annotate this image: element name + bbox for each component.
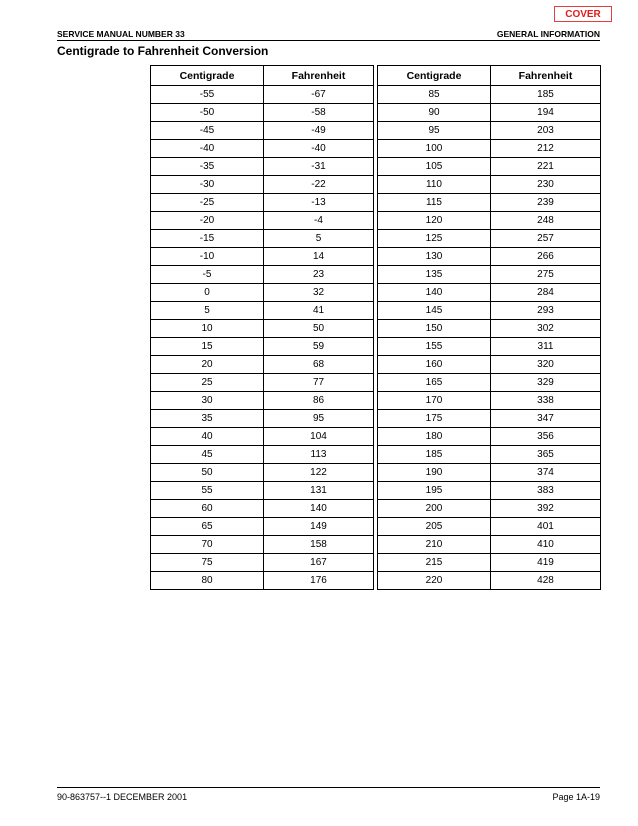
centigrade-cell: 45 [151,446,264,464]
fahrenheit-cell: -40 [264,140,374,158]
fahrenheit-cell: 302 [491,320,601,338]
centigrade-cell: 30 [151,392,264,410]
table-row [151,86,374,104]
fahrenheit-cell: 311 [491,338,601,356]
header-divider [57,40,600,41]
table-row [378,464,601,482]
fahrenheit-cell: 32 [264,284,374,302]
centigrade-cell: 75 [151,554,264,572]
fahrenheit-cell: 284 [491,284,601,302]
fahrenheit-cell: 383 [491,482,601,500]
centigrade-cell: 135 [378,266,491,284]
fahrenheit-column-header: Fahrenheit [264,66,374,86]
table-row [151,572,374,590]
fahrenheit-cell: 356 [491,428,601,446]
table-row [378,86,601,104]
table-row [378,104,601,122]
table-row [378,428,601,446]
centigrade-cell: 140 [378,284,491,302]
table-row [151,122,374,140]
centigrade-cell: -50 [151,104,264,122]
centigrade-cell: 160 [378,356,491,374]
table-row [151,536,374,554]
table-row [378,410,601,428]
table-row [378,140,601,158]
fahrenheit-cell: 275 [491,266,601,284]
centigrade-cell: 155 [378,338,491,356]
table-row [378,572,601,590]
table-row [151,194,374,212]
centigrade-cell: -45 [151,122,264,140]
centigrade-cell: 175 [378,410,491,428]
centigrade-cell: -15 [151,230,264,248]
table-row [151,482,374,500]
centigrade-cell: 190 [378,464,491,482]
centigrade-cell: 80 [151,572,264,590]
fahrenheit-cell: 410 [491,536,601,554]
fahrenheit-cell: 158 [264,536,374,554]
table-row [151,104,374,122]
table-row [378,536,601,554]
table-row [151,140,374,158]
table-row [378,338,601,356]
table-header-row [378,66,601,86]
fahrenheit-cell: -4 [264,212,374,230]
fahrenheit-cell: 428 [491,572,601,590]
fahrenheit-cell: 50 [264,320,374,338]
fahrenheit-cell: 392 [491,500,601,518]
fahrenheit-cell: 230 [491,176,601,194]
centigrade-cell: 20 [151,356,264,374]
table-row [378,284,601,302]
centigrade-cell: 210 [378,536,491,554]
fahrenheit-cell: 365 [491,446,601,464]
fahrenheit-cell: 131 [264,482,374,500]
fahrenheit-cell: 113 [264,446,374,464]
centigrade-cell: 35 [151,410,264,428]
fahrenheit-cell: -49 [264,122,374,140]
table-row [378,482,601,500]
fahrenheit-cell: 77 [264,374,374,392]
document-number-footer: 90-863757--1 DECEMBER 2001 [57,792,188,802]
centigrade-cell: 215 [378,554,491,572]
fahrenheit-cell: 176 [264,572,374,590]
table-row [151,410,374,428]
table-row [151,428,374,446]
fahrenheit-cell: 320 [491,356,601,374]
table-row [378,302,601,320]
fahrenheit-cell: 347 [491,410,601,428]
table-row [151,500,374,518]
table-row [378,194,601,212]
centigrade-cell: 5 [151,302,264,320]
centigrade-cell: 70 [151,536,264,554]
fahrenheit-cell: 68 [264,356,374,374]
centigrade-cell: 10 [151,320,264,338]
fahrenheit-cell: 338 [491,392,601,410]
fahrenheit-cell: 104 [264,428,374,446]
table-row [151,230,374,248]
fahrenheit-cell: 293 [491,302,601,320]
table-row [378,356,601,374]
page-title: Centigrade to Fahrenheit Conversion [57,44,269,58]
table-header-row [151,66,374,86]
fahrenheit-cell: -58 [264,104,374,122]
centigrade-cell: 165 [378,374,491,392]
centigrade-cell: 25 [151,374,264,392]
table-row [378,518,601,536]
table-row [151,158,374,176]
fahrenheit-cell: 221 [491,158,601,176]
centigrade-cell: 195 [378,482,491,500]
fahrenheit-cell: 374 [491,464,601,482]
table-row [378,212,601,230]
fahrenheit-column-header: Fahrenheit [491,66,601,86]
table-row [151,320,374,338]
fahrenheit-cell: 329 [491,374,601,392]
centigrade-cell: 220 [378,572,491,590]
table-row [151,248,374,266]
centigrade-cell: 100 [378,140,491,158]
fahrenheit-cell: 14 [264,248,374,266]
table-row [151,176,374,194]
centigrade-cell: -40 [151,140,264,158]
table-row [151,464,374,482]
manual-number-header: SERVICE MANUAL NUMBER 33 [57,29,185,39]
centigrade-cell: -55 [151,86,264,104]
centigrade-cell: 85 [378,86,491,104]
table-row [151,356,374,374]
fahrenheit-cell: 122 [264,464,374,482]
centigrade-cell: 90 [378,104,491,122]
centigrade-column-header: Centigrade [378,66,491,86]
centigrade-cell: 205 [378,518,491,536]
fahrenheit-cell: 401 [491,518,601,536]
centigrade-cell: 170 [378,392,491,410]
centigrade-cell: 50 [151,464,264,482]
centigrade-cell: -35 [151,158,264,176]
table-row [378,554,601,572]
centigrade-cell: 115 [378,194,491,212]
fahrenheit-cell: 194 [491,104,601,122]
fahrenheit-cell: 86 [264,392,374,410]
fahrenheit-cell: -22 [264,176,374,194]
table-row [151,446,374,464]
centigrade-cell: -20 [151,212,264,230]
fahrenheit-cell: 248 [491,212,601,230]
table-row [378,266,601,284]
centigrade-cell: 60 [151,500,264,518]
fahrenheit-cell: 239 [491,194,601,212]
section-header: GENERAL INFORMATION [496,29,600,39]
fahrenheit-cell: 149 [264,518,374,536]
centigrade-cell: 145 [378,302,491,320]
fahrenheit-cell: 419 [491,554,601,572]
table-row [378,248,601,266]
fahrenheit-cell: 266 [491,248,601,266]
table-row [151,518,374,536]
centigrade-cell: 40 [151,428,264,446]
fahrenheit-cell: 41 [264,302,374,320]
fahrenheit-cell: 212 [491,140,601,158]
fahrenheit-cell: 203 [491,122,601,140]
table-row [151,266,374,284]
fahrenheit-cell: 23 [264,266,374,284]
table-row [151,554,374,572]
conversion-table-right [377,65,601,590]
fahrenheit-cell: 257 [491,230,601,248]
centigrade-cell: 55 [151,482,264,500]
centigrade-cell: -25 [151,194,264,212]
cover-button[interactable]: COVER [554,6,612,22]
centigrade-cell: 65 [151,518,264,536]
centigrade-cell: 200 [378,500,491,518]
table-row [151,392,374,410]
centigrade-cell: 180 [378,428,491,446]
fahrenheit-cell: -31 [264,158,374,176]
table-row [378,392,601,410]
fahrenheit-cell: -67 [264,86,374,104]
table-row [378,230,601,248]
fahrenheit-cell: 59 [264,338,374,356]
centigrade-column-header: Centigrade [151,66,264,86]
centigrade-cell: 95 [378,122,491,140]
table-row [151,338,374,356]
centigrade-cell: 105 [378,158,491,176]
table-row [378,122,601,140]
fahrenheit-cell: 95 [264,410,374,428]
fahrenheit-cell: 140 [264,500,374,518]
conversion-table-left [150,65,374,590]
centigrade-cell: 120 [378,212,491,230]
table-row [378,320,601,338]
table-row [378,176,601,194]
centigrade-cell: 15 [151,338,264,356]
centigrade-cell: -10 [151,248,264,266]
fahrenheit-cell: 167 [264,554,374,572]
table-row [151,284,374,302]
centigrade-cell: -5 [151,266,264,284]
table-row [151,374,374,392]
footer-divider [57,787,600,788]
centigrade-cell: 110 [378,176,491,194]
table-row [378,158,601,176]
fahrenheit-cell: 5 [264,230,374,248]
table-row [151,212,374,230]
centigrade-cell: 150 [378,320,491,338]
fahrenheit-cell: -13 [264,194,374,212]
centigrade-cell: 130 [378,248,491,266]
table-row [151,302,374,320]
centigrade-cell: 185 [378,446,491,464]
centigrade-cell: 125 [378,230,491,248]
centigrade-cell: 0 [151,284,264,302]
table-row [378,374,601,392]
fahrenheit-cell: 185 [491,86,601,104]
page-number: Page 1A-19 [552,792,600,802]
centigrade-cell: -30 [151,176,264,194]
table-row [378,446,601,464]
table-row [378,500,601,518]
